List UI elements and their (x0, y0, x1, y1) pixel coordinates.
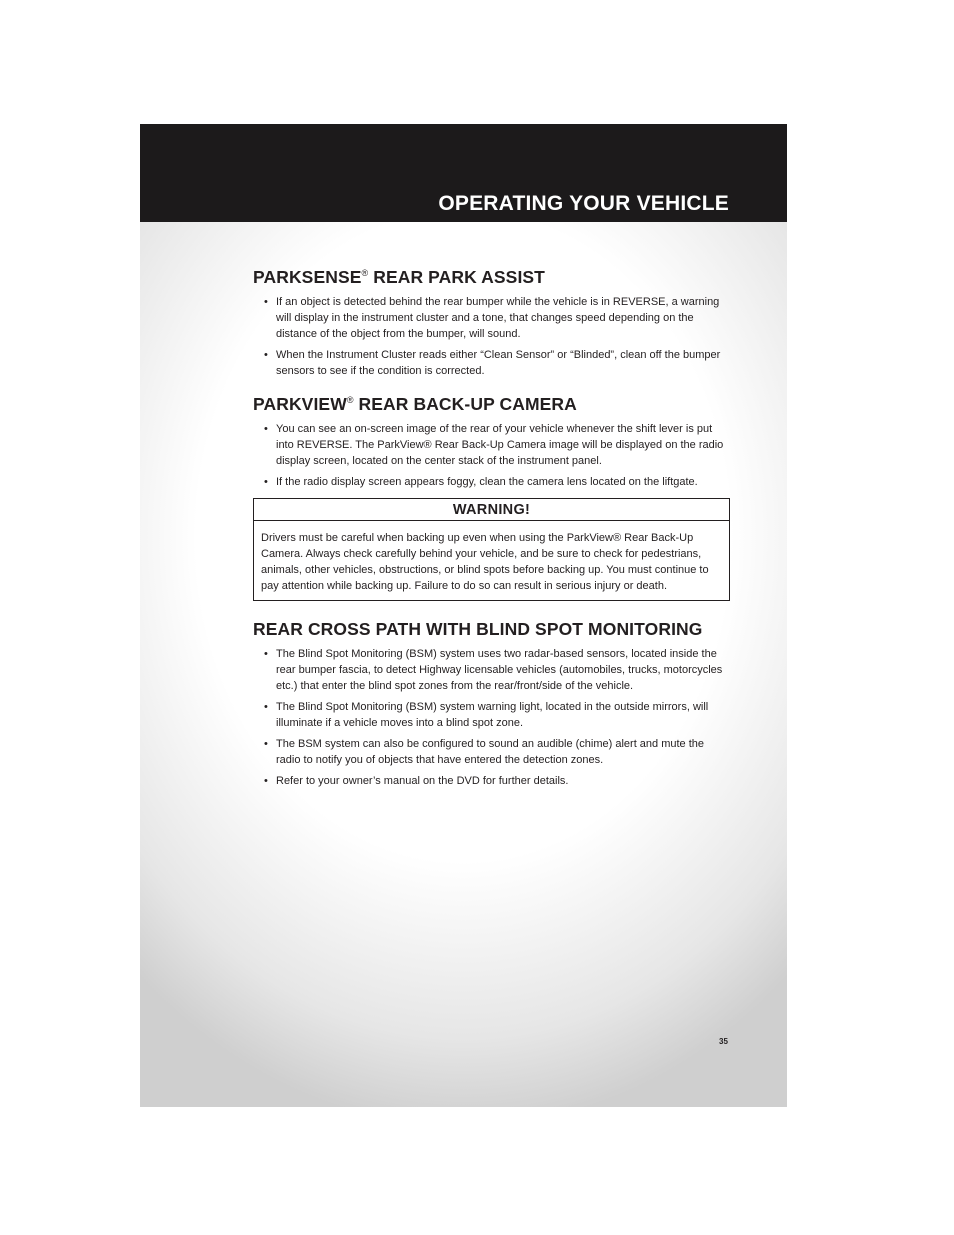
list-item: • If the radio display screen appears foggy, clean the camera lens located on the liftgate. (264, 476, 698, 488)
list-item: • The Blind Spot Monitoring (BSM) system uses two radar-based sensors, located inside the rear bumper fascia, to detect Highway licensable vehicles (automobiles, trucks, motorcycles etc.) that enter the blind spot zones from the rear/front/side of the vehicle. (264, 648, 723, 692)
bullet-list (253, 294, 730, 379)
section-parkview (253, 394, 730, 490)
bullet-icon: • (264, 648, 268, 660)
section-heading: REAR CROSS PATH WITH BLIND SPOT MONITORING (253, 619, 703, 639)
registered-mark: ® (346, 395, 354, 406)
chapter-title: OPERATING YOUR VEHICLE (438, 192, 729, 215)
list-item: • Refer to your owner’s manual on the DVD for further details. (264, 775, 569, 787)
list-item: • The BSM system can also be configured to sound an audible (chime) alert and mute the radio to notify you of objects that have entered the detection zones. (264, 738, 705, 766)
bullet-list (253, 646, 730, 789)
bullet-icon: • (264, 775, 268, 787)
section-heading: PARKVIEW® REAR BACK-UP CAMERA (253, 394, 577, 414)
manual-page (140, 124, 787, 1107)
page-number: 35 (719, 1037, 728, 1046)
bullet-list (253, 421, 730, 490)
bullet-icon: • (264, 296, 268, 308)
warning-heading: WARNING! (254, 499, 729, 521)
section-heading: PARKSENSE® REAR PARK ASSIST (253, 267, 545, 287)
list-item: • The Blind Spot Monitoring (BSM) system warning light, located in the outside mirrors, will illuminate if a vehicle moves into a blind spot zone. (264, 701, 709, 729)
registered-mark: ® (361, 268, 369, 279)
list-item: • When the Instrument Cluster reads either “Clean Sensor” or “Blinded”, clean off the bumper sensors to see if the condition is corrected. (264, 349, 721, 377)
bullet-icon: • (264, 476, 268, 488)
section-blind-spot (253, 619, 730, 789)
section-parksense (253, 267, 730, 379)
header-band (140, 124, 787, 222)
list-item: • You can see an on-screen image of the rear of your vehicle whenever the shift lever is put into REVERSE. The ParkView® Rear Back-Up Camera image will be displayed on the radio display screen, located on the center stack of the instrument panel. (264, 423, 724, 467)
page-content (253, 267, 730, 794)
bullet-icon: • (264, 738, 268, 750)
warning-text: Drivers must be careful when backing up even when using the ParkView® Rear Back-Up Camera. Always check carefully behind your vehicle, and be sure to check for pedestrians, animals, other vehicles, obstructions, or blind spots before backing up. You must continue to pay attention while backing up. Failure to do so can result in serious injury or death. (261, 532, 709, 592)
bullet-icon: • (264, 349, 268, 361)
bullet-icon: • (264, 701, 268, 713)
list-item: • If an object is detected behind the rear bumper while the vehicle is in REVERSE, a warning will display in the instrument cluster and a tone, that changes speed depending on the distance of the object from the bumper, will sound. (264, 296, 720, 340)
warning-box (253, 498, 730, 601)
bullet-icon: • (264, 423, 268, 435)
